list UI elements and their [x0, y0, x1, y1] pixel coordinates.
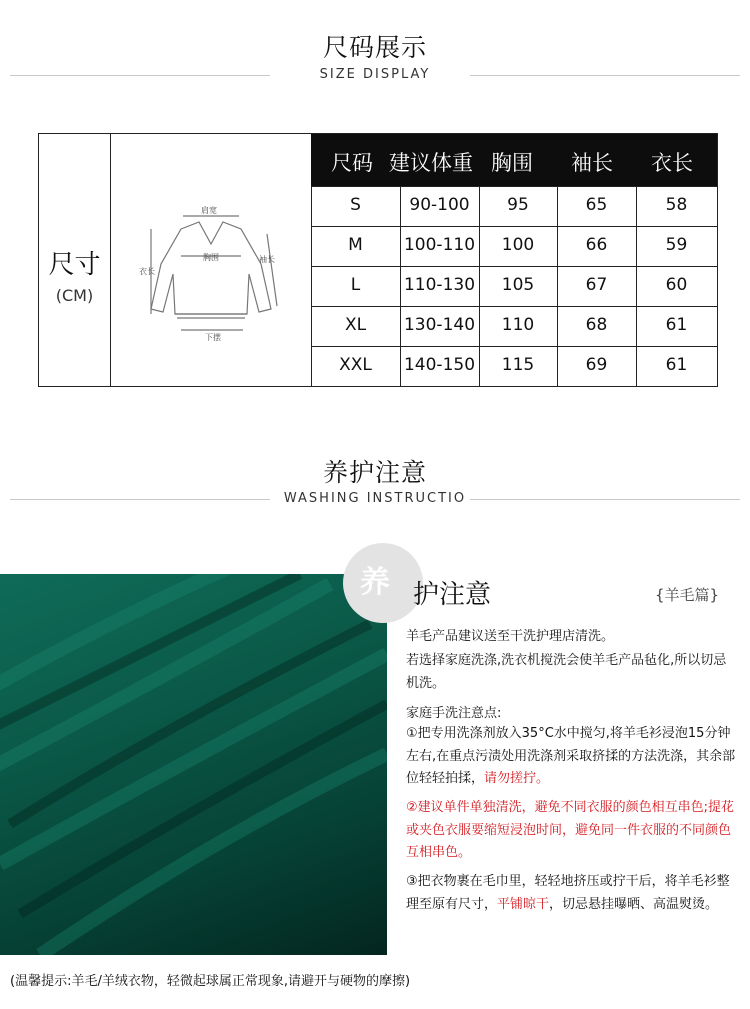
sweater-outline-icon — [111, 134, 311, 386]
cell-weight: 100-110 — [403, 235, 476, 255]
header-sleeve: 袖长 — [571, 151, 613, 175]
table-row — [311, 346, 717, 386]
knit-texture-icon — [0, 574, 387, 955]
header-weight: 建议体重 — [389, 151, 473, 175]
cell-chest: 115 — [501, 355, 535, 375]
wash-warning-paragraph: ②建议单件单独清洗，避免不同衣服的颜色相互串色;提花或夹色衣服要缩短浸泡时间，避免同一件衣服的不同颜色互相串色。 — [406, 800, 735, 860]
table-row — [311, 186, 717, 226]
cell-weight: 130-140 — [403, 315, 476, 335]
care-section-title: 养护注意 — [322, 458, 427, 487]
size-label-cell — [39, 134, 111, 386]
size-label: 尺寸 — [48, 250, 101, 280]
header-chest: 胸围 — [491, 151, 533, 175]
wash-paragraph: 家庭手洗注意点: — [406, 706, 502, 721]
sweater-photo — [0, 574, 387, 955]
cell-weight: 90-100 — [409, 195, 470, 215]
cell-sleeve: 67 — [585, 275, 608, 295]
cell-sleeve: 68 — [585, 315, 608, 335]
wash-panel-tag: {羊毛篇} — [655, 586, 720, 604]
cell-length: 60 — [665, 275, 688, 295]
cell-size: XXL — [339, 355, 372, 375]
diagram-shoulder-label: 肩宽 — [201, 206, 217, 215]
cell-chest: 110 — [501, 315, 535, 335]
wash-paragraph — [406, 871, 736, 916]
cell-chest: 95 — [507, 195, 529, 215]
table-row — [311, 306, 717, 346]
sweater-diagram — [111, 134, 312, 386]
cell-size: M — [348, 235, 363, 255]
cell-size: S — [350, 195, 361, 215]
cell-length: 59 — [665, 235, 688, 255]
wash-panel-title: 护注意 — [413, 580, 492, 610]
header-size: 尺码 — [331, 151, 373, 175]
cell-sleeve: 69 — [585, 355, 608, 375]
cell-sleeve: 65 — [585, 195, 608, 215]
wash-warning-text: 请勿搓拧。 — [484, 771, 550, 786]
table-row — [311, 266, 717, 306]
table-row — [311, 226, 717, 266]
cell-sleeve: 66 — [585, 235, 608, 255]
header-length: 衣长 — [651, 151, 693, 175]
wash-paragraph: 羊毛产品建议送至干洗护理店清洗。 — [406, 629, 615, 644]
diagram-chest-label: 胸围 — [203, 253, 219, 262]
wash-text: ①把专用洗涤剂放入35°C水中搅匀,将羊毛衫浸泡15分钟左右,在重点污渍处用洗涤剂采取挤揉的方法洗涤，其余部位轻轻拍揉， — [406, 726, 736, 786]
size-unit: (CM) — [55, 286, 94, 305]
cell-chest: 105 — [501, 275, 535, 295]
diagram-length-label: 衣长 — [139, 267, 155, 276]
size-section-title: 尺码展示 — [322, 33, 427, 62]
size-section-subtitle: SIZE DISPLAY — [319, 67, 431, 82]
diagram-hem-label: 下摆 — [205, 333, 221, 342]
size-table — [311, 134, 717, 386]
cell-length: 58 — [665, 195, 688, 215]
cell-length: 61 — [665, 355, 688, 375]
cell-weight: 140-150 — [403, 355, 476, 375]
cell-chest: 100 — [501, 235, 535, 255]
footer-tip: (温馨提示:羊毛/羊绒衣物，轻微起球属正常现象,请避开与硬物的摩擦) — [10, 974, 411, 989]
size-chart — [38, 133, 718, 387]
wash-text: ③把衣物裹在毛巾里，轻轻地挤压或拧干后，将羊毛衫整理至原有尺寸， — [406, 874, 730, 912]
cell-length: 61 — [665, 315, 688, 335]
wash-text: ，切忌悬挂曝晒、高温熨烫。 — [549, 896, 719, 912]
size-table-header — [311, 134, 717, 186]
wash-paragraph — [406, 723, 736, 791]
cell-size: L — [350, 275, 361, 295]
cell-weight: 110-130 — [403, 275, 476, 295]
diagram-sleeve-label: 袖长 — [259, 255, 275, 264]
wash-paragraph: 若选择家庭洗涤,洗衣机搅洗会使羊毛产品毡化,所以切忌机洗。 — [406, 653, 727, 691]
cell-size: XL — [344, 315, 367, 335]
title-circle-char: 养 — [360, 565, 390, 600]
care-section-subtitle: WASHING INSTRUCTIO — [283, 491, 467, 506]
wash-warning-text: 平铺晾干 — [497, 896, 550, 912]
